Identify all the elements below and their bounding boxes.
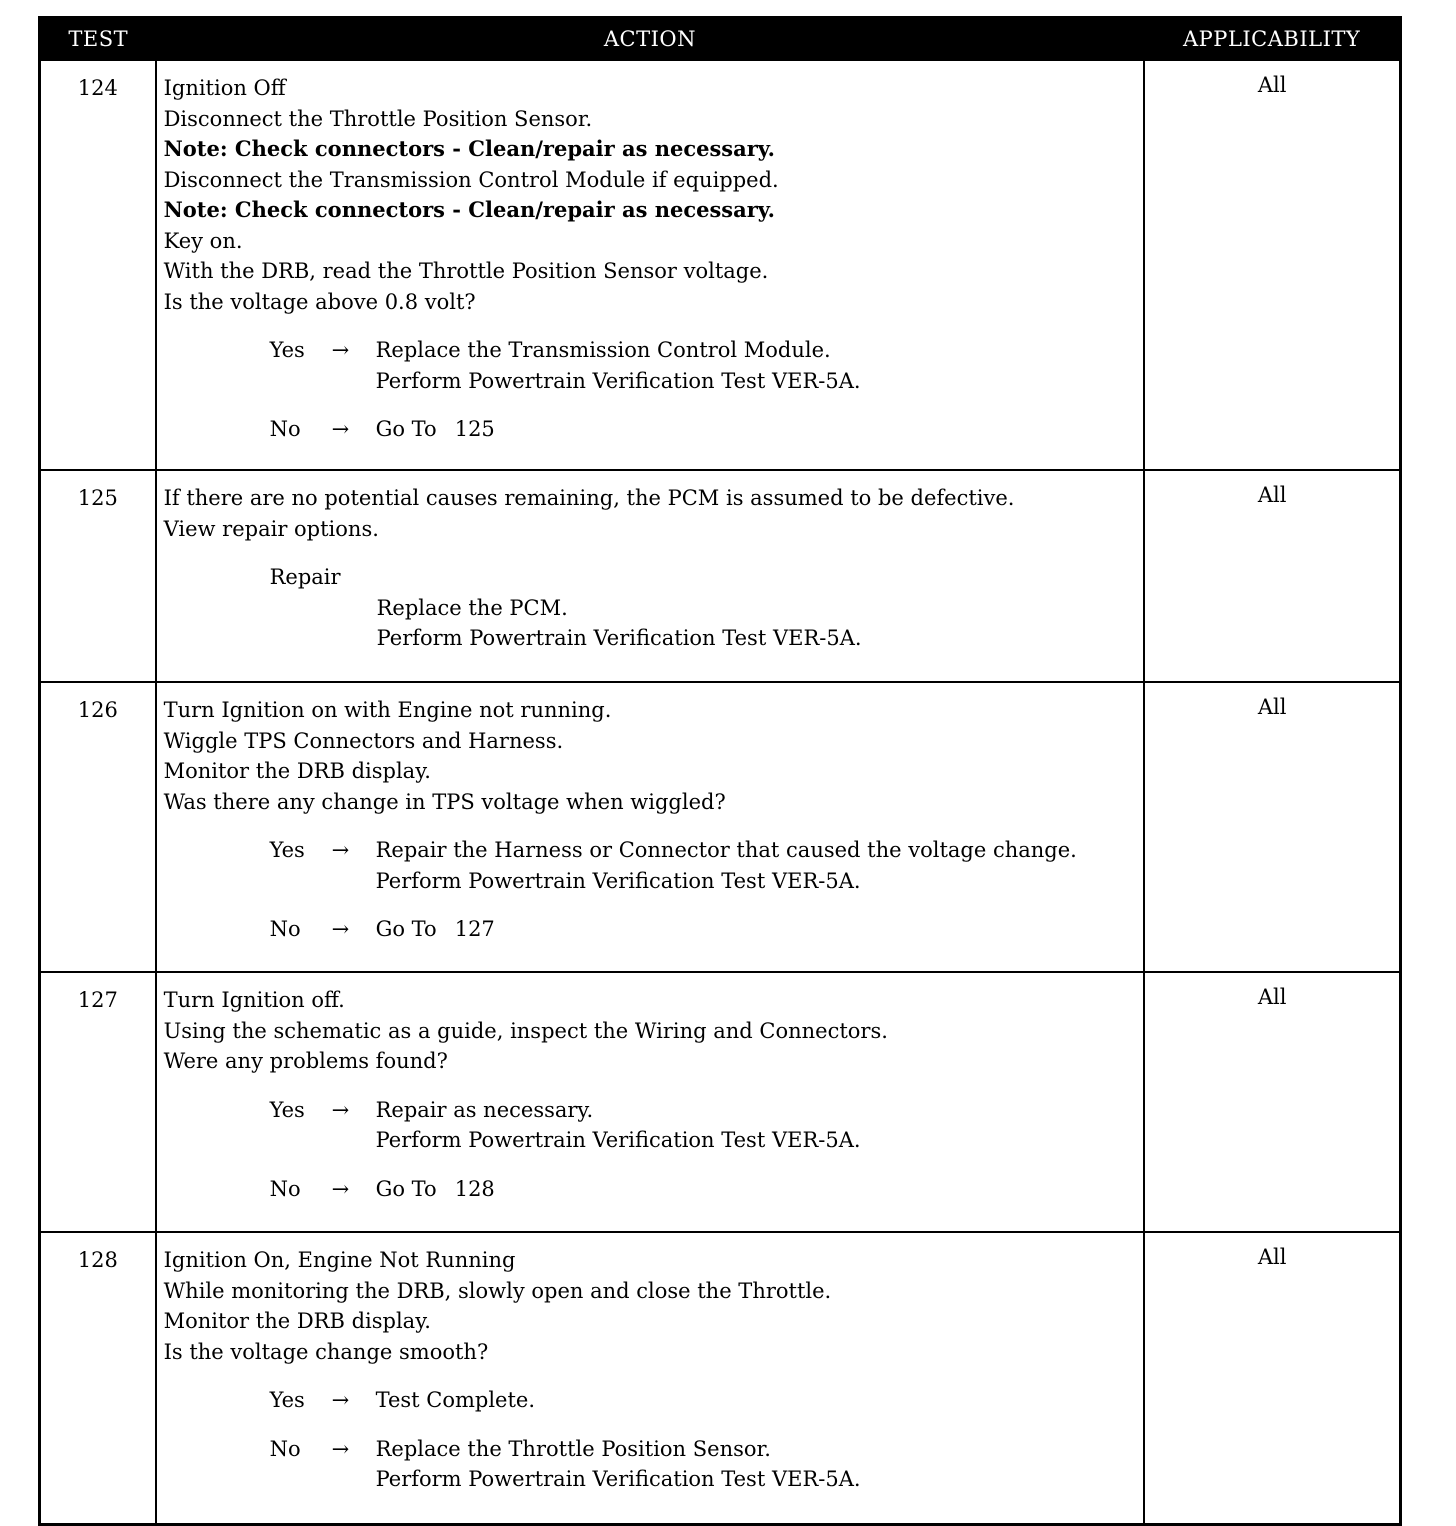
goto-number: 128 bbox=[454, 1176, 495, 1201]
applicability-value: All bbox=[1144, 972, 1400, 1232]
result-line: Test Complete. bbox=[375, 1388, 536, 1412]
yes-label: Yes bbox=[269, 338, 305, 362]
action-line: Ignition On, Engine Not Running bbox=[163, 1248, 516, 1272]
yes-outcome bbox=[164, 1385, 1138, 1416]
action-cell bbox=[156, 1232, 1145, 1525]
action-line: With the DRB, read the Throttle Position Sensor voltage. bbox=[163, 259, 769, 283]
action-cell bbox=[156, 470, 1145, 682]
result-line: Perform Powertrain Verification Test VER-5A. bbox=[375, 368, 861, 393]
goto-text: Go To bbox=[375, 917, 437, 941]
arrow-right-icon: → bbox=[331, 338, 350, 362]
table-row bbox=[40, 60, 1401, 470]
action-note: Note: Check connectors - Clean/repair as necessary. bbox=[163, 136, 775, 161]
header-applicability: APPLICABILITY bbox=[1144, 18, 1400, 61]
action-line: Disconnect the Throttle Position Sensor. bbox=[163, 106, 593, 131]
result-line: Perform Powertrain Verification Test VER-5A. bbox=[375, 868, 861, 893]
table-row bbox=[40, 682, 1401, 972]
result-line: Repair as necessary. bbox=[375, 1097, 594, 1122]
action-line: Ignition Off bbox=[163, 76, 286, 100]
action-question: Is the voltage above 0.8 volt? bbox=[163, 289, 476, 314]
no-label: No bbox=[269, 1436, 301, 1461]
no-label: No bbox=[269, 1176, 301, 1201]
yes-result bbox=[376, 335, 861, 396]
no-result bbox=[376, 1174, 495, 1205]
no-label: No bbox=[269, 417, 301, 441]
goto-text: Go To bbox=[375, 417, 437, 441]
arrow-right-icon: → bbox=[331, 838, 350, 862]
diagnostic-test-table bbox=[38, 16, 1402, 1526]
test-number: 125 bbox=[40, 470, 156, 682]
test-number: 124 bbox=[40, 60, 156, 470]
applicability-value: All bbox=[1144, 470, 1400, 682]
action-line: Key on. bbox=[163, 228, 243, 253]
yes-result bbox=[376, 1095, 861, 1156]
action-line: Wiggle TPS Connectors and Harness. bbox=[163, 728, 564, 753]
action-question: Was there any change in TPS voltage when wiggled? bbox=[163, 789, 726, 814]
arrow-right-icon: → bbox=[331, 1176, 350, 1201]
yes-label: Yes bbox=[269, 1388, 305, 1412]
result-line: Replace the Transmission Control Module. bbox=[375, 338, 831, 362]
no-result bbox=[376, 1434, 861, 1495]
action-line: If there are no potential causes remaining, the PCM is assumed to be defective. bbox=[163, 486, 1015, 510]
yes-label: Yes bbox=[269, 1097, 305, 1122]
repair-line: Replace the PCM. bbox=[376, 595, 568, 620]
no-outcome bbox=[164, 1174, 1138, 1205]
action-line: Monitor the DRB display. bbox=[163, 1309, 431, 1333]
header-test: TEST bbox=[40, 18, 156, 61]
yes-result bbox=[376, 1385, 535, 1416]
action-line: View repair options. bbox=[163, 516, 379, 541]
test-number: 128 bbox=[40, 1232, 156, 1525]
arrow-right-icon: → bbox=[331, 1388, 350, 1412]
yes-outcome bbox=[164, 335, 1138, 396]
no-result bbox=[376, 414, 495, 445]
no-outcome bbox=[164, 1434, 1138, 1495]
applicability-value: All bbox=[1144, 60, 1400, 470]
applicability-value: All bbox=[1144, 682, 1400, 972]
table-row bbox=[40, 972, 1401, 1232]
table-row bbox=[40, 470, 1401, 682]
yes-outcome bbox=[164, 1095, 1138, 1156]
action-line: Monitor the DRB display. bbox=[163, 759, 431, 783]
action-line: Using the schematic as a guide, inspect the Wiring and Connectors. bbox=[163, 1018, 888, 1043]
repair-steps bbox=[377, 593, 1138, 654]
arrow-right-icon: → bbox=[331, 1436, 350, 1461]
arrow-right-icon: → bbox=[331, 1097, 350, 1122]
header-row bbox=[40, 18, 1401, 61]
action-note: Note: Check connectors - Clean/repair as necessary. bbox=[163, 197, 775, 222]
action-question: Were any problems found? bbox=[163, 1049, 448, 1073]
result-line: Repair the Harness or Connector that caused the voltage change. bbox=[375, 838, 1077, 862]
action-line: Turn Ignition off. bbox=[163, 988, 345, 1012]
no-result bbox=[376, 914, 495, 945]
header-action: ACTION bbox=[156, 18, 1145, 61]
result-line: Replace the Throttle Position Sensor. bbox=[375, 1436, 771, 1461]
test-number: 127 bbox=[40, 972, 156, 1232]
action-question: Is the voltage change smooth? bbox=[163, 1339, 489, 1364]
no-outcome bbox=[164, 414, 1138, 445]
action-cell bbox=[156, 972, 1145, 1232]
table-row bbox=[40, 1232, 1401, 1525]
goto-text: Go To bbox=[375, 1176, 437, 1201]
goto-number: 125 bbox=[454, 417, 495, 441]
repair-line: Perform Powertrain Verification Test VER-5A. bbox=[376, 626, 862, 650]
arrow-right-icon: → bbox=[331, 417, 350, 441]
no-label: No bbox=[269, 917, 301, 941]
repair-label: Repair bbox=[269, 565, 341, 589]
yes-label: Yes bbox=[269, 838, 305, 862]
arrow-right-icon: → bbox=[331, 917, 350, 941]
action-line: Disconnect the Transmission Control Module if equipped. bbox=[163, 167, 779, 192]
action-cell bbox=[156, 60, 1145, 470]
action-line: While monitoring the DRB, slowly open and close the Throttle. bbox=[163, 1278, 832, 1303]
yes-result bbox=[376, 835, 1077, 896]
action-cell bbox=[156, 682, 1145, 972]
applicability-value: All bbox=[1144, 1232, 1400, 1525]
result-line: Perform Powertrain Verification Test VER-5A. bbox=[375, 1467, 861, 1491]
no-outcome bbox=[164, 914, 1138, 945]
test-number: 126 bbox=[40, 682, 156, 972]
result-line: Perform Powertrain Verification Test VER-5A. bbox=[375, 1128, 861, 1152]
action-line: Turn Ignition on with Engine not running. bbox=[163, 698, 612, 722]
goto-number: 127 bbox=[454, 917, 495, 941]
yes-outcome bbox=[164, 835, 1138, 896]
